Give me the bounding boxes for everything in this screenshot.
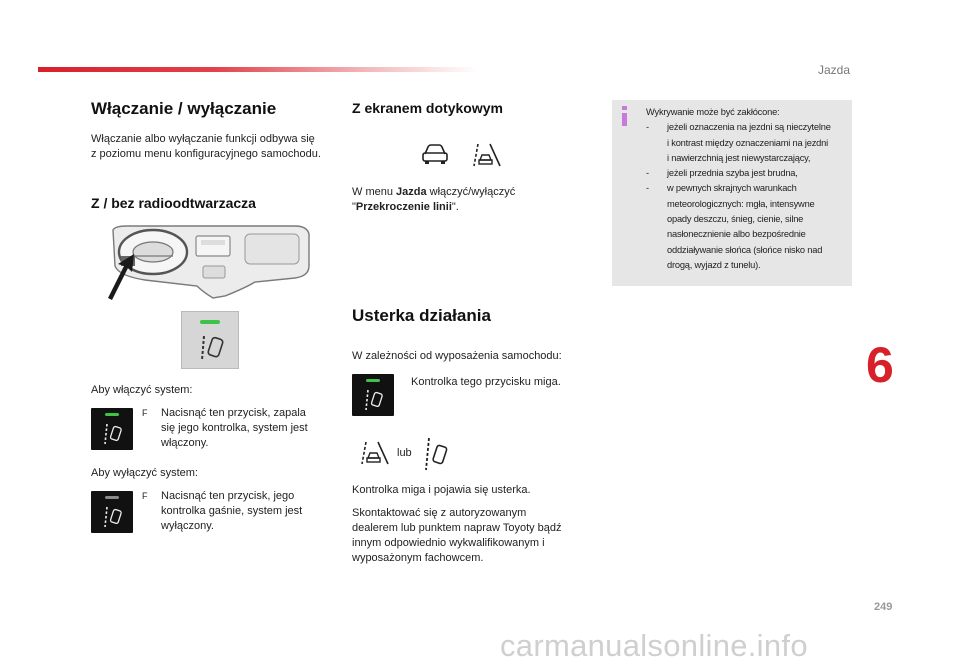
info-box — [612, 100, 852, 286]
subtitle-radio: Z / bez radioodtwarzacza — [91, 195, 256, 211]
arrow-bullet-icon: F — [142, 408, 148, 418]
fault-contact-line-3: innym odpowiednio wykwalifikowanym i — [352, 537, 545, 549]
off-step — [142, 489, 332, 534]
pointer-arrow-icon — [104, 252, 136, 300]
on-step-line-1: Nacisnąć ten przycisk, zapala — [161, 407, 306, 419]
lane-button-on-icon — [91, 408, 133, 450]
intro-line-1: Włączanie albo wyłączanie funkcji odbywa się — [91, 133, 315, 145]
off-step-line-3: wyłączony. — [161, 520, 214, 532]
lane-departure-warning-icon — [360, 440, 390, 466]
lane-button-blinking-icon — [352, 374, 394, 416]
arrow-bullet-icon: F — [142, 491, 148, 501]
chapter-accent-bar — [38, 67, 478, 72]
lane-departure-icon — [472, 142, 502, 168]
fault-contact-line-4: wyposażonym fachowcem. — [352, 552, 484, 564]
page-title: Włączanie / wyłączanie — [91, 99, 277, 118]
touchscreen-title: Z ekranem dotykowym — [352, 100, 503, 116]
watermark: carmanualsonline.info — [500, 628, 808, 663]
info-icon — [620, 106, 630, 126]
info-item-1: - jeżeli oznaczenia na jezdni są nieczytelne i kontrast między oznaczeniami na jezdni i nawierzchnią jest niewystarczający, — [646, 122, 831, 163]
dashboard-illustration — [105, 222, 317, 302]
fault-intro: W zależności od wyposażenia samochodu: — [352, 350, 562, 362]
fault-contact-line-1: Skontaktować się z autoryzowanym — [352, 507, 527, 519]
lane-keeping-icon — [423, 436, 451, 472]
on-label: Aby włączyć system: — [91, 384, 193, 396]
button-panel-illustration — [181, 311, 239, 369]
lane-departure-icon — [202, 336, 223, 360]
on-step-line-2: się jego kontrolka, system jest — [161, 422, 308, 434]
info-item-2: - jeżeli przednia szyba jest brudna, — [646, 168, 798, 179]
fault-blink2-text: Kontrolka miga i pojawia się usterka. — [352, 484, 531, 496]
info-content — [646, 105, 852, 273]
info-item-3: - w pewnych skrajnych warunkach meteorologicznych: mgła, intensywne opady deszczu, śnieg, cienie, silne nasłonecznienie albo bezpośrednie oddziaływanie słońca (słońce nisko nad drogą, wyjazd z tunelu). — [646, 183, 823, 270]
info-heading: Wykrywanie może być zakłócone: — [646, 107, 780, 117]
on-step — [142, 406, 332, 451]
section-label: Jazda — [818, 63, 851, 77]
menu-instruction-line-2: "Przekroczenie linii". — [352, 201, 459, 213]
intro-line-2: z poziomu menu konfiguracyjnego samochodu. — [91, 148, 321, 160]
off-step-line-1: Nacisnąć ten przycisk, jego — [161, 490, 295, 502]
page-number: 249 — [874, 601, 893, 613]
on-step-line-3: włączony. — [161, 437, 209, 449]
menu-instruction-line-1: W menu Jazda włączyć/wyłączyć — [352, 186, 516, 198]
fault-contact-line-2: dealerem lub punktem napraw Toyoty bądź — [352, 522, 562, 534]
car-icon — [420, 142, 450, 166]
fault-blink-text: Kontrolka tego przycisku miga. — [411, 376, 561, 388]
fault-or: lub — [397, 447, 412, 459]
off-label: Aby wyłączyć system: — [91, 467, 198, 479]
lane-button-off-icon — [91, 491, 133, 533]
chapter-number: 6 — [866, 337, 894, 393]
fault-title: Usterka działania — [352, 306, 491, 325]
off-step-line-2: kontrolka gaśnie, system jest — [161, 505, 303, 517]
